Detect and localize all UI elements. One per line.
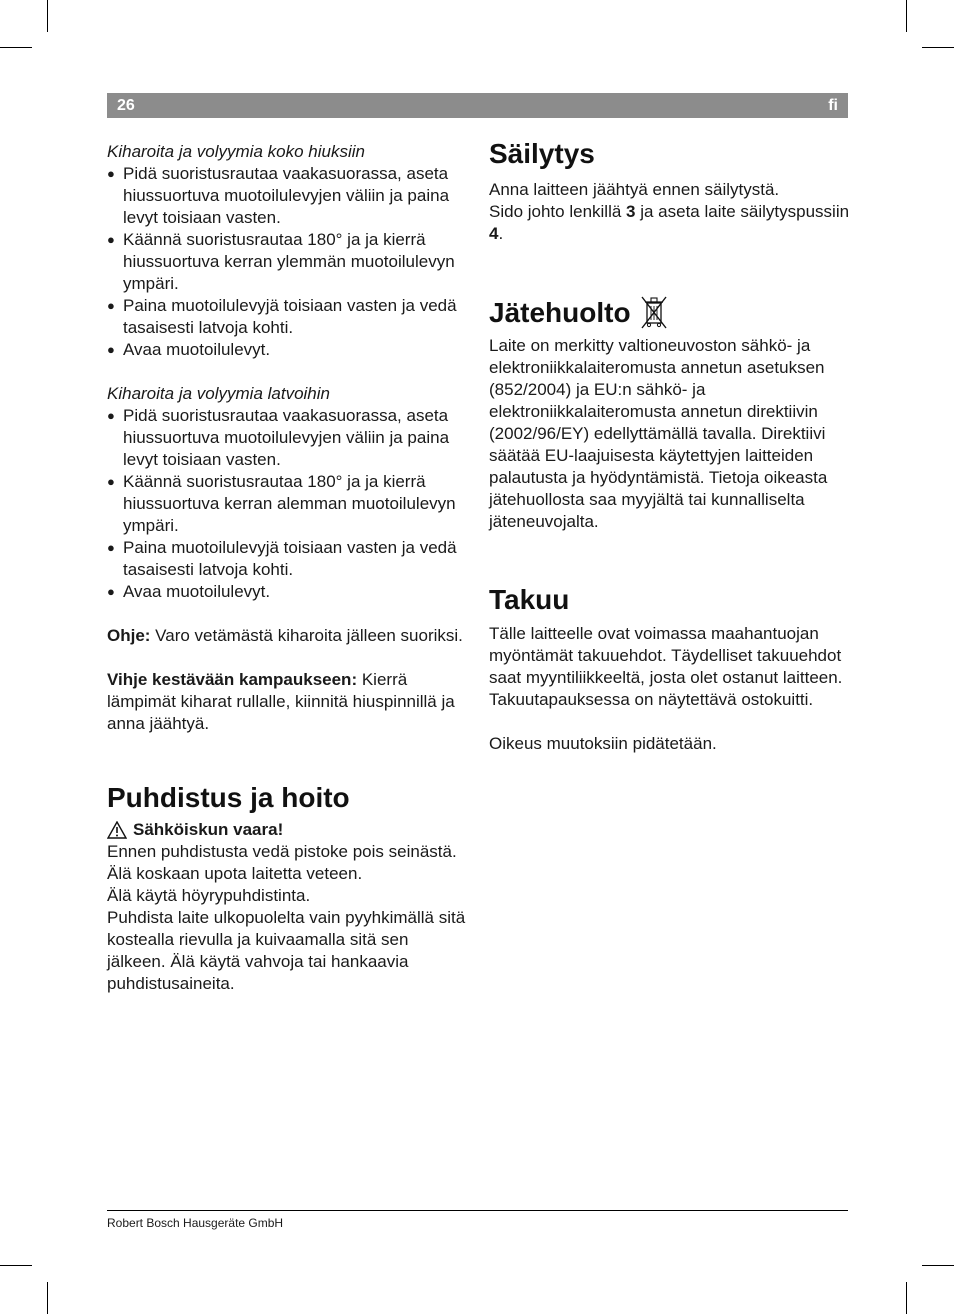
cleaning-paragraph: Älä käytä höyrypuhdistinta. <box>107 886 311 905</box>
page-number: 26 <box>117 96 135 114</box>
list-item: ● Pidä suoristusrautaa vaakasuorassa, aseta hiussuortuva muotoilulevyjen väliin ja paina levyt toisiaan vasten. <box>107 163 469 229</box>
language-code: fi <box>828 96 838 114</box>
page-header <box>107 93 848 118</box>
heading-storage: Säilytys <box>489 138 595 169</box>
steps-ends <box>107 405 469 603</box>
list-item: ● Paina muotoilulevyjä toisiaan vasten ja vedä tasaisesti latvoja kohti. <box>107 537 469 581</box>
tip-label: Vihje kestävään kampaukseen: <box>107 670 358 689</box>
warranty-text: Takuutapauksessa on näytettävä ostokuitti. <box>489 690 814 709</box>
footer-company: Robert Bosch Hausgeräte GmbH <box>107 1216 284 1230</box>
warning-text: Sähköiskun vaara! <box>133 820 284 839</box>
tip-text: Kierrä lämpimät kiharat rullalle, kiinnitä hiuspinnillä ja anna jäähtyä. <box>107 670 455 733</box>
cleaning-paragraph: Ennen puhdistusta vedä pistoke pois seinästä. <box>107 842 457 861</box>
footer-divider <box>107 1210 848 1211</box>
storage-line1: Anna laitteen jäähtyä ennen säilytystä. <box>489 180 780 199</box>
cleaning-paragraph: Puhdista laite ulkopuolelta vain pyyhkimällä sitä kostealla rievulla ja kuivaamalla sitä sen jälkeen. Älä käytä vahvoja tai hankaavia puhdistusaineita. <box>107 908 466 993</box>
crop-mark <box>47 0 48 32</box>
disposal-heading-row <box>489 295 851 331</box>
subtitle-full-hair: Kiharoita ja volyymia koko hiuksiin <box>107 142 365 161</box>
disposal-text: Laite on merkitty valtioneuvoston sähkö- ja elektroniikkalaiteromusta annetun asetuksen (852/2004) ja EU:n sähkö- ja elektroniikkalaiteromusta annetun direktiivin (2002/96/EY) edellyttämällä tavalla. Direktiivi säätää EU-laajuisesta käytettyjen laitteiden palautusta ja hyödyntämistä. Tietoja oikeasta jätehuollosta saa myyjältä tai kunnalliselta jäteneuvojalta. <box>489 336 828 531</box>
heading-warranty: Takuu <box>489 584 570 615</box>
list-item: ● Käännä suoristusrautaa 180° ja ja kierrä hiussuortuva kerran ylemmän muotoilulevyn ympäri. <box>107 229 469 295</box>
list-item: ● Avaa muotoilulevyt. <box>107 339 469 361</box>
steps-full-hair <box>107 163 469 361</box>
note-label: Ohje: <box>107 626 151 645</box>
crop-mark <box>47 1282 48 1314</box>
list-item: ● Käännä suoristusrautaa 180° ja ja kierrä hiussuortuva kerran alemman muotoilulevyn ympäri. <box>107 471 469 537</box>
storage-text: ja aseta laite säilytyspussiin <box>635 202 850 221</box>
list-item: ● Pidä suoristusrautaa vaakasuorassa, aseta hiussuortuva muotoilulevyjen väliin ja paina levyt toisiaan vasten. <box>107 405 469 471</box>
crop-mark <box>906 1282 907 1314</box>
list-item: ● Avaa muotoilulevyt. <box>107 581 469 603</box>
list-item: ● Paina muotoilulevyjä toisiaan vasten ja vedä tasaisesti latvoja kohti. <box>107 295 469 339</box>
crop-mark <box>0 1265 32 1266</box>
cleaning-paragraph: Älä koskaan upota laitetta veteen. <box>107 864 363 883</box>
storage-text: Sido johto lenkillä <box>489 202 627 221</box>
right-column <box>489 138 851 755</box>
heading-cleaning: Puhdistus ja hoito <box>107 782 350 813</box>
crossed-bin-icon <box>639 295 669 331</box>
storage-ref-number: 3 <box>626 202 636 221</box>
crop-mark <box>906 0 907 32</box>
note <box>107 625 469 647</box>
warranty-text: Tälle laitteelle ovat voimassa maahantuojan myöntämät takuuehdot. Täydelliset takuuehdot saat myyntiliikkeeltä, josta olet ostanut laitteen. <box>489 624 843 687</box>
crop-mark <box>922 1265 954 1266</box>
warranty-text: Oikeus muutoksiin pidätetään. <box>489 734 717 753</box>
warning-triangle-icon <box>107 821 127 839</box>
left-column <box>107 141 469 995</box>
storage-ref-number: 4 <box>489 224 499 243</box>
warning-line <box>107 819 469 841</box>
storage-line2 <box>489 201 851 245</box>
storage-text: . <box>498 224 504 243</box>
tip <box>107 669 469 735</box>
crop-mark <box>0 47 32 48</box>
note-text: Varo vetämästä kiharoita jälleen suoriksi. <box>150 626 463 645</box>
crop-mark <box>922 47 954 48</box>
subtitle-ends: Kiharoita ja volyymia latvoihin <box>107 384 330 403</box>
heading-disposal: Jätehuolto <box>489 297 631 328</box>
